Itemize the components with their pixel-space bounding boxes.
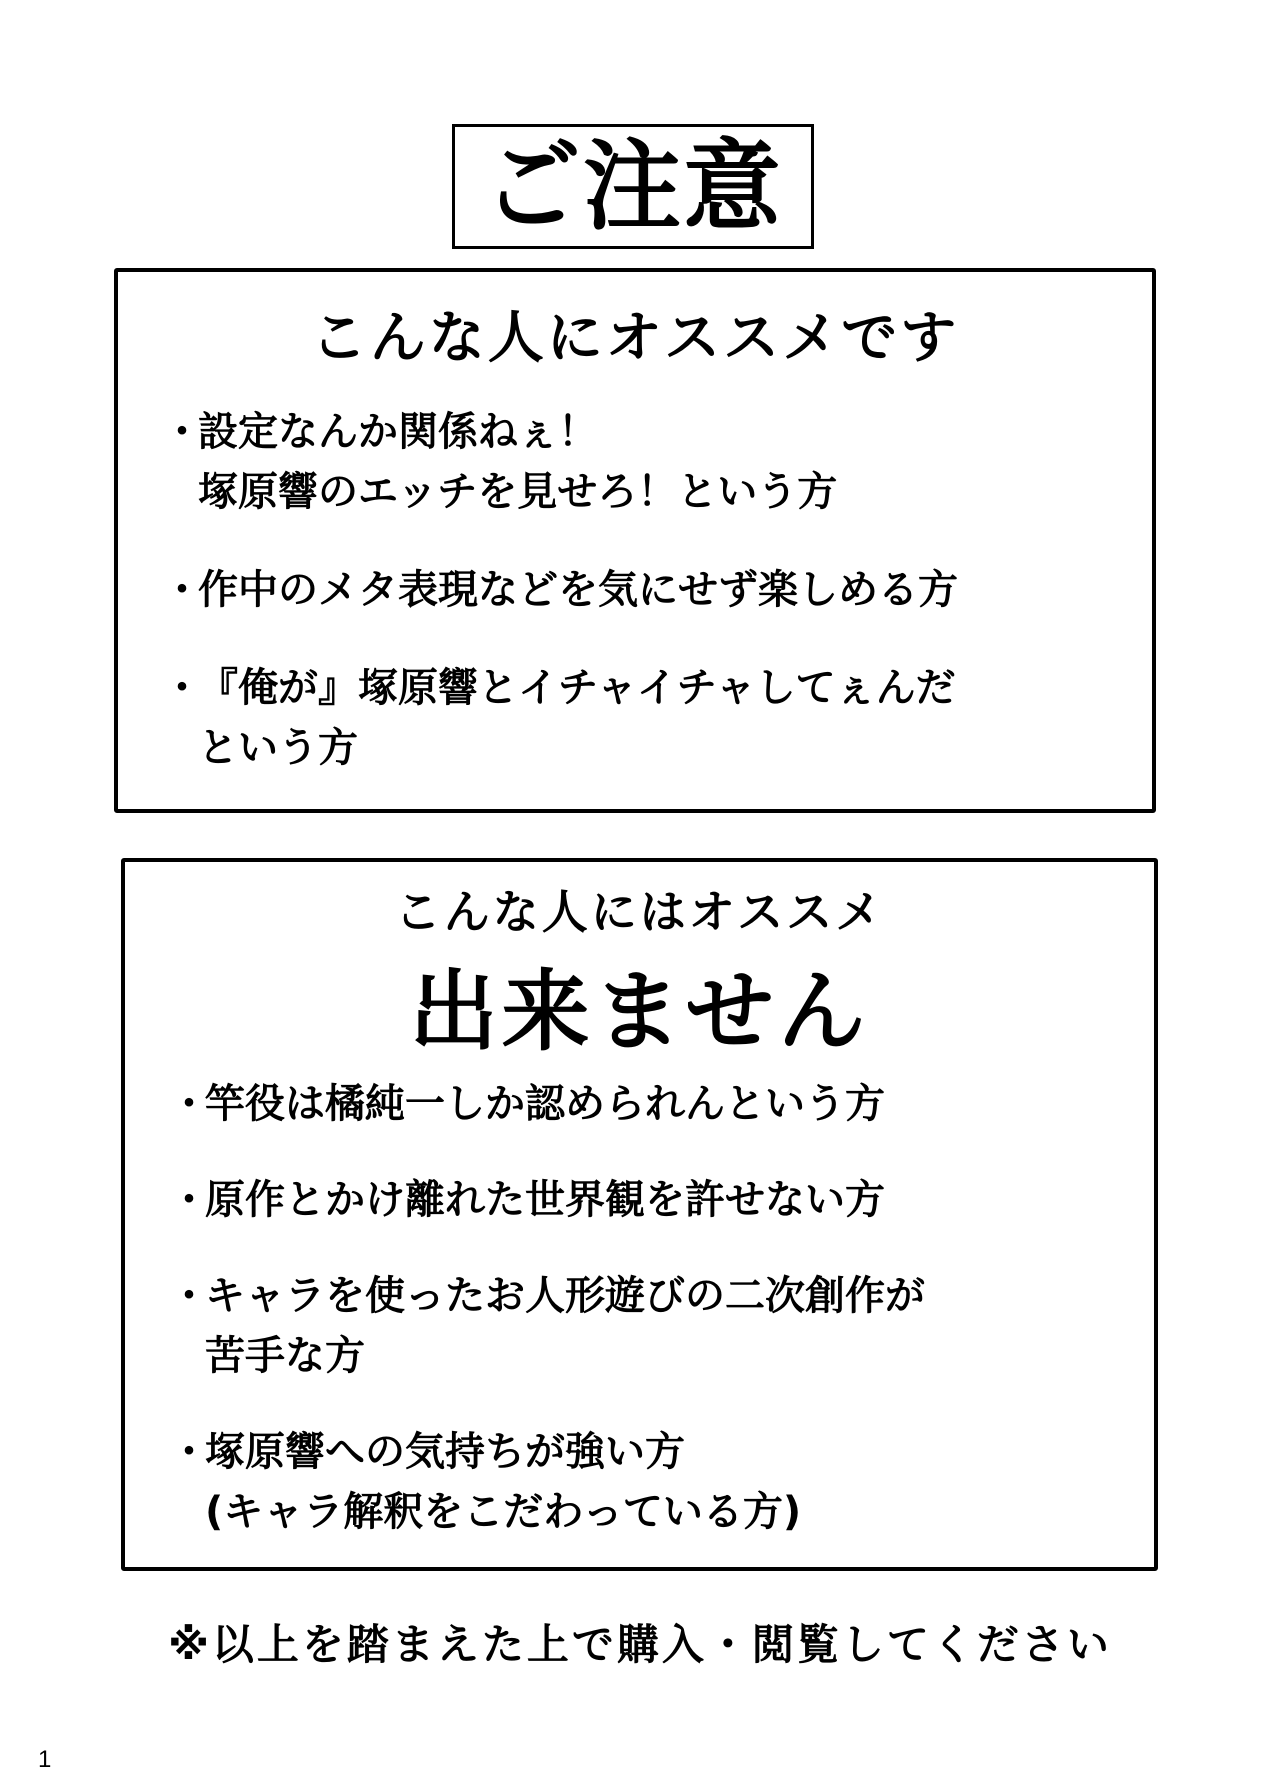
list-item-line: 作中のメタ表現などを気にせず楽しめる方: [198, 567, 958, 613]
list-item-line: 竿役は橘純一しか認められんという方: [205, 1081, 885, 1127]
list-item: [158, 658, 1132, 778]
list-item-line: という方: [198, 725, 358, 771]
not-recommended-heading-line1: こんな人にはオススメ: [394, 885, 885, 939]
list-item-line: 苦手な方: [205, 1333, 365, 1379]
list-item: [158, 402, 1132, 522]
bullet: ・: [169, 1429, 209, 1475]
list-item: [158, 560, 1132, 620]
recommended-heading: こんな人にオススメです: [310, 306, 960, 371]
list-item: [165, 1074, 1134, 1134]
not-recommended-panel: [121, 858, 1158, 1571]
page-number: 1: [38, 1746, 52, 1773]
bullet: ・: [162, 665, 202, 711]
title-box: [452, 124, 814, 249]
list-item-line: 原作とかけ離れた世界観を許せない方: [205, 1177, 885, 1223]
list-item-line: 設定なんか関係ねぇ！: [198, 409, 598, 455]
list-item-line: 塚原響のエッチを見せろ！という方: [198, 469, 838, 515]
list-item: [165, 1170, 1134, 1230]
list-item: [165, 1266, 1134, 1386]
bullet: ・: [169, 1273, 209, 1319]
recommended-panel: [114, 268, 1156, 813]
list-item-line: 『俺が』塚原響とイチャイチャしてぇんだ: [198, 665, 956, 711]
bullet: ・: [169, 1081, 209, 1127]
footer-note: ※以上を踏まえた上で購入・閲覧してください: [168, 1620, 1112, 1669]
bullet: ・: [162, 409, 202, 455]
page-title: ご注意: [482, 128, 783, 244]
not-recommended-heading-line2: 出来ません: [409, 959, 870, 1063]
list-item-line: キャラを使ったお人形遊びの二次創作が: [205, 1273, 925, 1319]
list-item-line: (キャラ解釈をこだわっている方): [205, 1489, 802, 1535]
list-item: [165, 1422, 1134, 1542]
bullet: ・: [162, 567, 202, 613]
recommended-list: [158, 402, 1132, 816]
not-recommended-list: [165, 1074, 1134, 1578]
list-item-line: 塚原響への気持ちが強い方: [205, 1429, 685, 1475]
bullet: ・: [169, 1177, 209, 1223]
